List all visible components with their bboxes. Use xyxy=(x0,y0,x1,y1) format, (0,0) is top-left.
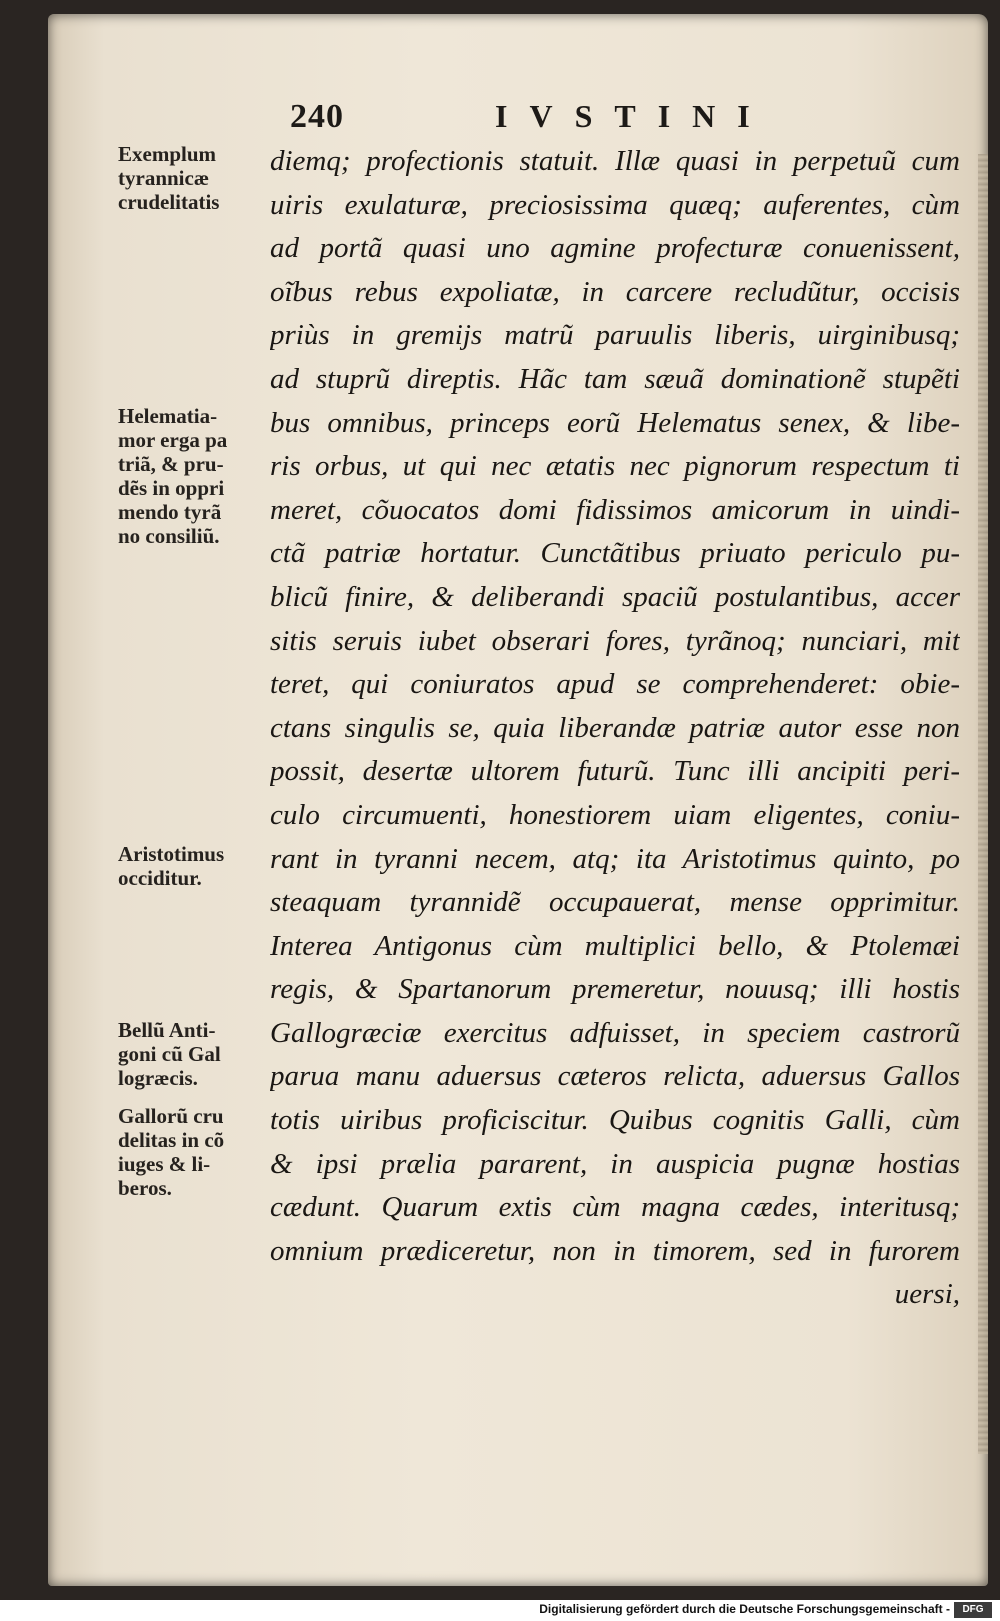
marginal-line: iuges & li- xyxy=(118,1152,211,1176)
text-line: ctã patriæ hortatur. Cunctãtibus priuato periculo pu- xyxy=(270,537,960,570)
page-edge xyxy=(978,154,988,1454)
text-line: uiris exulaturæ, preciosissima quæq; auferentes, cùm xyxy=(270,188,960,221)
marginal-line: Helematia- xyxy=(118,404,218,428)
page-number: 240 xyxy=(290,98,344,135)
text-line: Gallogræciæ exercitus adfuisset, in speciem castrorũ xyxy=(270,1016,960,1049)
text-line: bus omnibus, princeps eorũ Helematus senex, & libe- xyxy=(270,406,960,439)
text-line: parua manu aduersus cæteros relicta, aduersus Gallos xyxy=(270,1060,960,1093)
running-head: IVSTINI xyxy=(495,98,772,134)
footer-credit: Digitalisierung gefördert durch die Deutsche Forschungsgemeinschaft - xyxy=(539,1602,950,1616)
text-line: culo circumuenti, honestiorem uiam eligentes, coniu- xyxy=(270,798,960,831)
marginal-line: dẽs in oppri xyxy=(118,476,225,500)
text-line: ad stuprũ direptis. Hãc tam sæuã dominationẽ stupẽti xyxy=(270,362,960,395)
text-line: rant in tyranni necem, atq; ita Aristotimus quinto, po xyxy=(270,842,960,875)
marginal-line: crudelitatis xyxy=(118,190,220,214)
marginal-note-helemati xyxy=(118,404,268,548)
text-line: Interea Antigonus cùm multiplici bello, & Ptolemæi xyxy=(270,929,960,962)
marginal-note-aristotimus xyxy=(118,842,268,890)
text-line: sitis seruis iubet obserari fores, tyrãnoq; nunciari, mit xyxy=(270,624,960,657)
marginal-line: logræcis. xyxy=(118,1066,198,1090)
text-line: blicũ finire, & deliberandi spaciũ postulantibus, accer xyxy=(270,580,960,613)
text-line: ad portã quasi uno agmine profecturæ conuenissent, xyxy=(270,232,960,265)
marginal-line: Bellũ Anti- xyxy=(118,1018,216,1042)
text-line: regis, & Spartanorum premeretur, nouusq; illi hostis xyxy=(270,973,960,1006)
page-header xyxy=(290,98,772,142)
marginal-note-bellum-antigoni xyxy=(118,1018,268,1090)
marginal-line: delitas in cõ xyxy=(118,1128,225,1152)
catchword: uersi, xyxy=(894,1278,960,1311)
text-line: steaquam tyrannidẽ occupauerat, mense opprimitur. xyxy=(270,886,960,919)
text-line: priùs in gremijs matrũ paruulis liberis, uirginibusq; xyxy=(270,319,960,352)
marginal-line: mor erga pa xyxy=(118,428,228,452)
marginal-line: tyrannicæ xyxy=(118,166,209,190)
text-line: oĩbus rebus expoliatæ, in carcere recludũtur, occisis xyxy=(270,275,960,308)
marginal-line: Aristotimus xyxy=(118,842,225,866)
marginal-note-gallorum xyxy=(118,1104,268,1200)
marginal-line: triã, & pru- xyxy=(118,452,224,476)
text-line: omnium prædiceretur, non in timorem, sed in furorem xyxy=(270,1234,960,1267)
marginal-line: beros. xyxy=(118,1176,172,1200)
text-line: diemq; profectionis statuit. Illæ quasi in perpetuũ cum xyxy=(270,145,960,177)
text-line: totis uiribus proficiscitur. Quibus cognitis Galli, cùm xyxy=(270,1104,960,1137)
marginal-line: no consiliũ. xyxy=(118,524,220,548)
text-line: meret, cõuocatos domi fidissimos amicorum in uindi- xyxy=(270,493,960,526)
marginal-line: Exemplum xyxy=(118,142,217,166)
marginal-line: Gallorũ cru xyxy=(118,1104,224,1128)
digitization-footer xyxy=(0,1600,1000,1621)
text-line: cædunt. Quarum extis cùm magna cædes, interitusq; xyxy=(270,1191,960,1224)
marginal-line: goni cũ Gal xyxy=(118,1042,221,1066)
marginal-line: occiditur. xyxy=(118,866,202,890)
text-line: & ipsi prælia pararent, in auspicia pugnæ hostias xyxy=(270,1147,960,1180)
text-line: teret, qui coniuratos apud se comprehenderet: obie- xyxy=(270,668,960,701)
text-line: ris orbus, ut qui nec ætatis nec pignorum respectum ti xyxy=(270,450,960,483)
marginal-note-exemplum xyxy=(118,142,268,214)
dfg-logo-icon: DFG xyxy=(954,1602,992,1618)
text-line: possit, desertæ ultorem futurũ. Tunc illi ancipiti peri- xyxy=(270,755,960,788)
text-line: ctans singulis se, quia liberandæ patriæ autor esse non xyxy=(270,711,960,744)
body-text xyxy=(270,140,960,1317)
marginal-line: mendo tyrã xyxy=(118,500,222,524)
